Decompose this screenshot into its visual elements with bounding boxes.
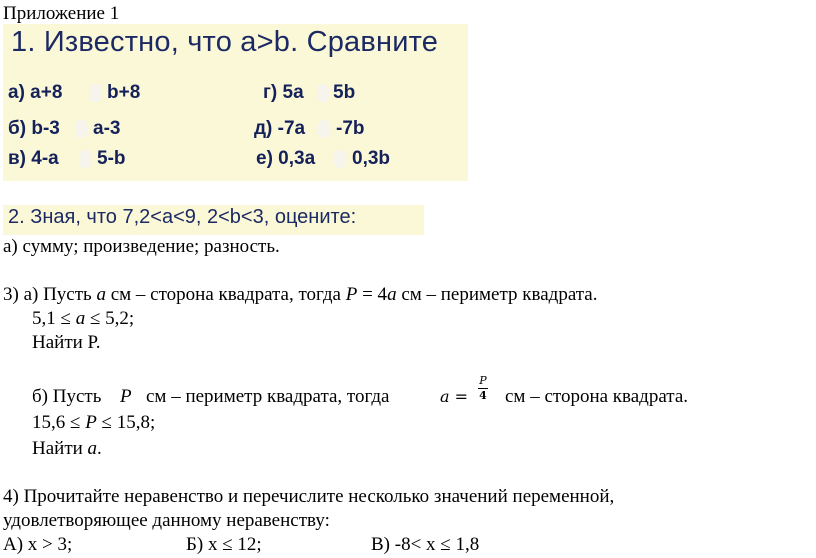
task3a-mid: см – сторона квадрата, тогда [110, 284, 341, 305]
task4-option-b: Б) х ≤ 12; [186, 534, 262, 555]
task3a-line [3, 284, 598, 306]
range-left: 15,6 ≤ [32, 412, 81, 433]
find-label: Найти [32, 438, 83, 459]
task4-option-a: А) х > 3; [3, 534, 73, 555]
range-right: ≤ 5,2; [89, 308, 135, 329]
task3b-mid: см – периметр квадрата, тогда [146, 386, 390, 407]
task3a-range [32, 308, 134, 330]
blank-box [89, 84, 101, 102]
fraction-denominator: 4 [479, 389, 487, 402]
task2-subtask: а) сумму; произведение; разность. [3, 236, 280, 257]
var-a-eq: a = [440, 387, 469, 406]
task3b-intro: б) Пусть [32, 386, 102, 407]
var-a: a [75, 308, 86, 329]
blank-box [79, 150, 91, 168]
blank-box [318, 120, 330, 138]
var-a: a [87, 438, 98, 459]
var-P: P [120, 386, 132, 407]
task1-item-v-right: 5-b [97, 148, 126, 169]
task4-option-v: В) -8< х ≤ 1,8 [371, 534, 480, 555]
task3a-end: см – периметр квадрата. [401, 284, 598, 305]
blank-box [75, 120, 87, 138]
var-a: a [387, 284, 397, 305]
fraction-numerator: P [479, 374, 487, 387]
task1-title: 1. Известно, что a>b. Сравните [11, 26, 439, 58]
var-a: a [96, 284, 106, 305]
task1-item-e: е) 0,3a [256, 148, 316, 169]
task1-item-g-right: 5b [333, 82, 356, 103]
var-P: P [345, 284, 358, 305]
task3a-find: Найти Р. [32, 332, 101, 353]
range-right: ≤ 15,8; [101, 412, 156, 433]
task1-item-b-right: a-3 [93, 118, 121, 139]
blank-box [334, 150, 346, 168]
task1-item-a-right: b+8 [107, 82, 141, 103]
task1-item-e-right: 0,3b [352, 148, 391, 169]
range-left: 5,1 ≤ [32, 308, 71, 329]
task4-line1: 4) Прочитайте неравенство и перечислите несколько значений переменной, [3, 486, 615, 507]
task3b-range [32, 412, 155, 434]
task2-image-panel [3, 205, 424, 235]
var-P: P [85, 412, 97, 433]
task1-item-v: в) 4-a [8, 148, 59, 169]
task3a-intro: 3) а) Пусть [3, 284, 92, 305]
task1-item-d: д) -7a [254, 118, 306, 139]
task3b-find [32, 438, 102, 460]
task1-item-b: б) b-3 [8, 118, 60, 139]
blank-box [317, 84, 329, 102]
task2-title: 2. Зная, что 7,2<a<9, 2<b<3, оцените: [8, 206, 357, 228]
task3b-end: см – сторона квадрата. [505, 386, 689, 407]
task3a-eq: = 4 [362, 284, 388, 305]
task4-line2: удовлетворяющее данному неравенству: [3, 510, 330, 531]
task1-item-d-right: -7b [336, 118, 365, 139]
page-heading: Приложение 1 [3, 3, 120, 24]
period: . [97, 438, 102, 459]
task1-image-panel [3, 24, 468, 181]
task1-item-g: г) 5a [263, 82, 304, 103]
task1-item-a: а) a+8 [8, 82, 63, 103]
fraction-P-over-4 [478, 375, 488, 402]
